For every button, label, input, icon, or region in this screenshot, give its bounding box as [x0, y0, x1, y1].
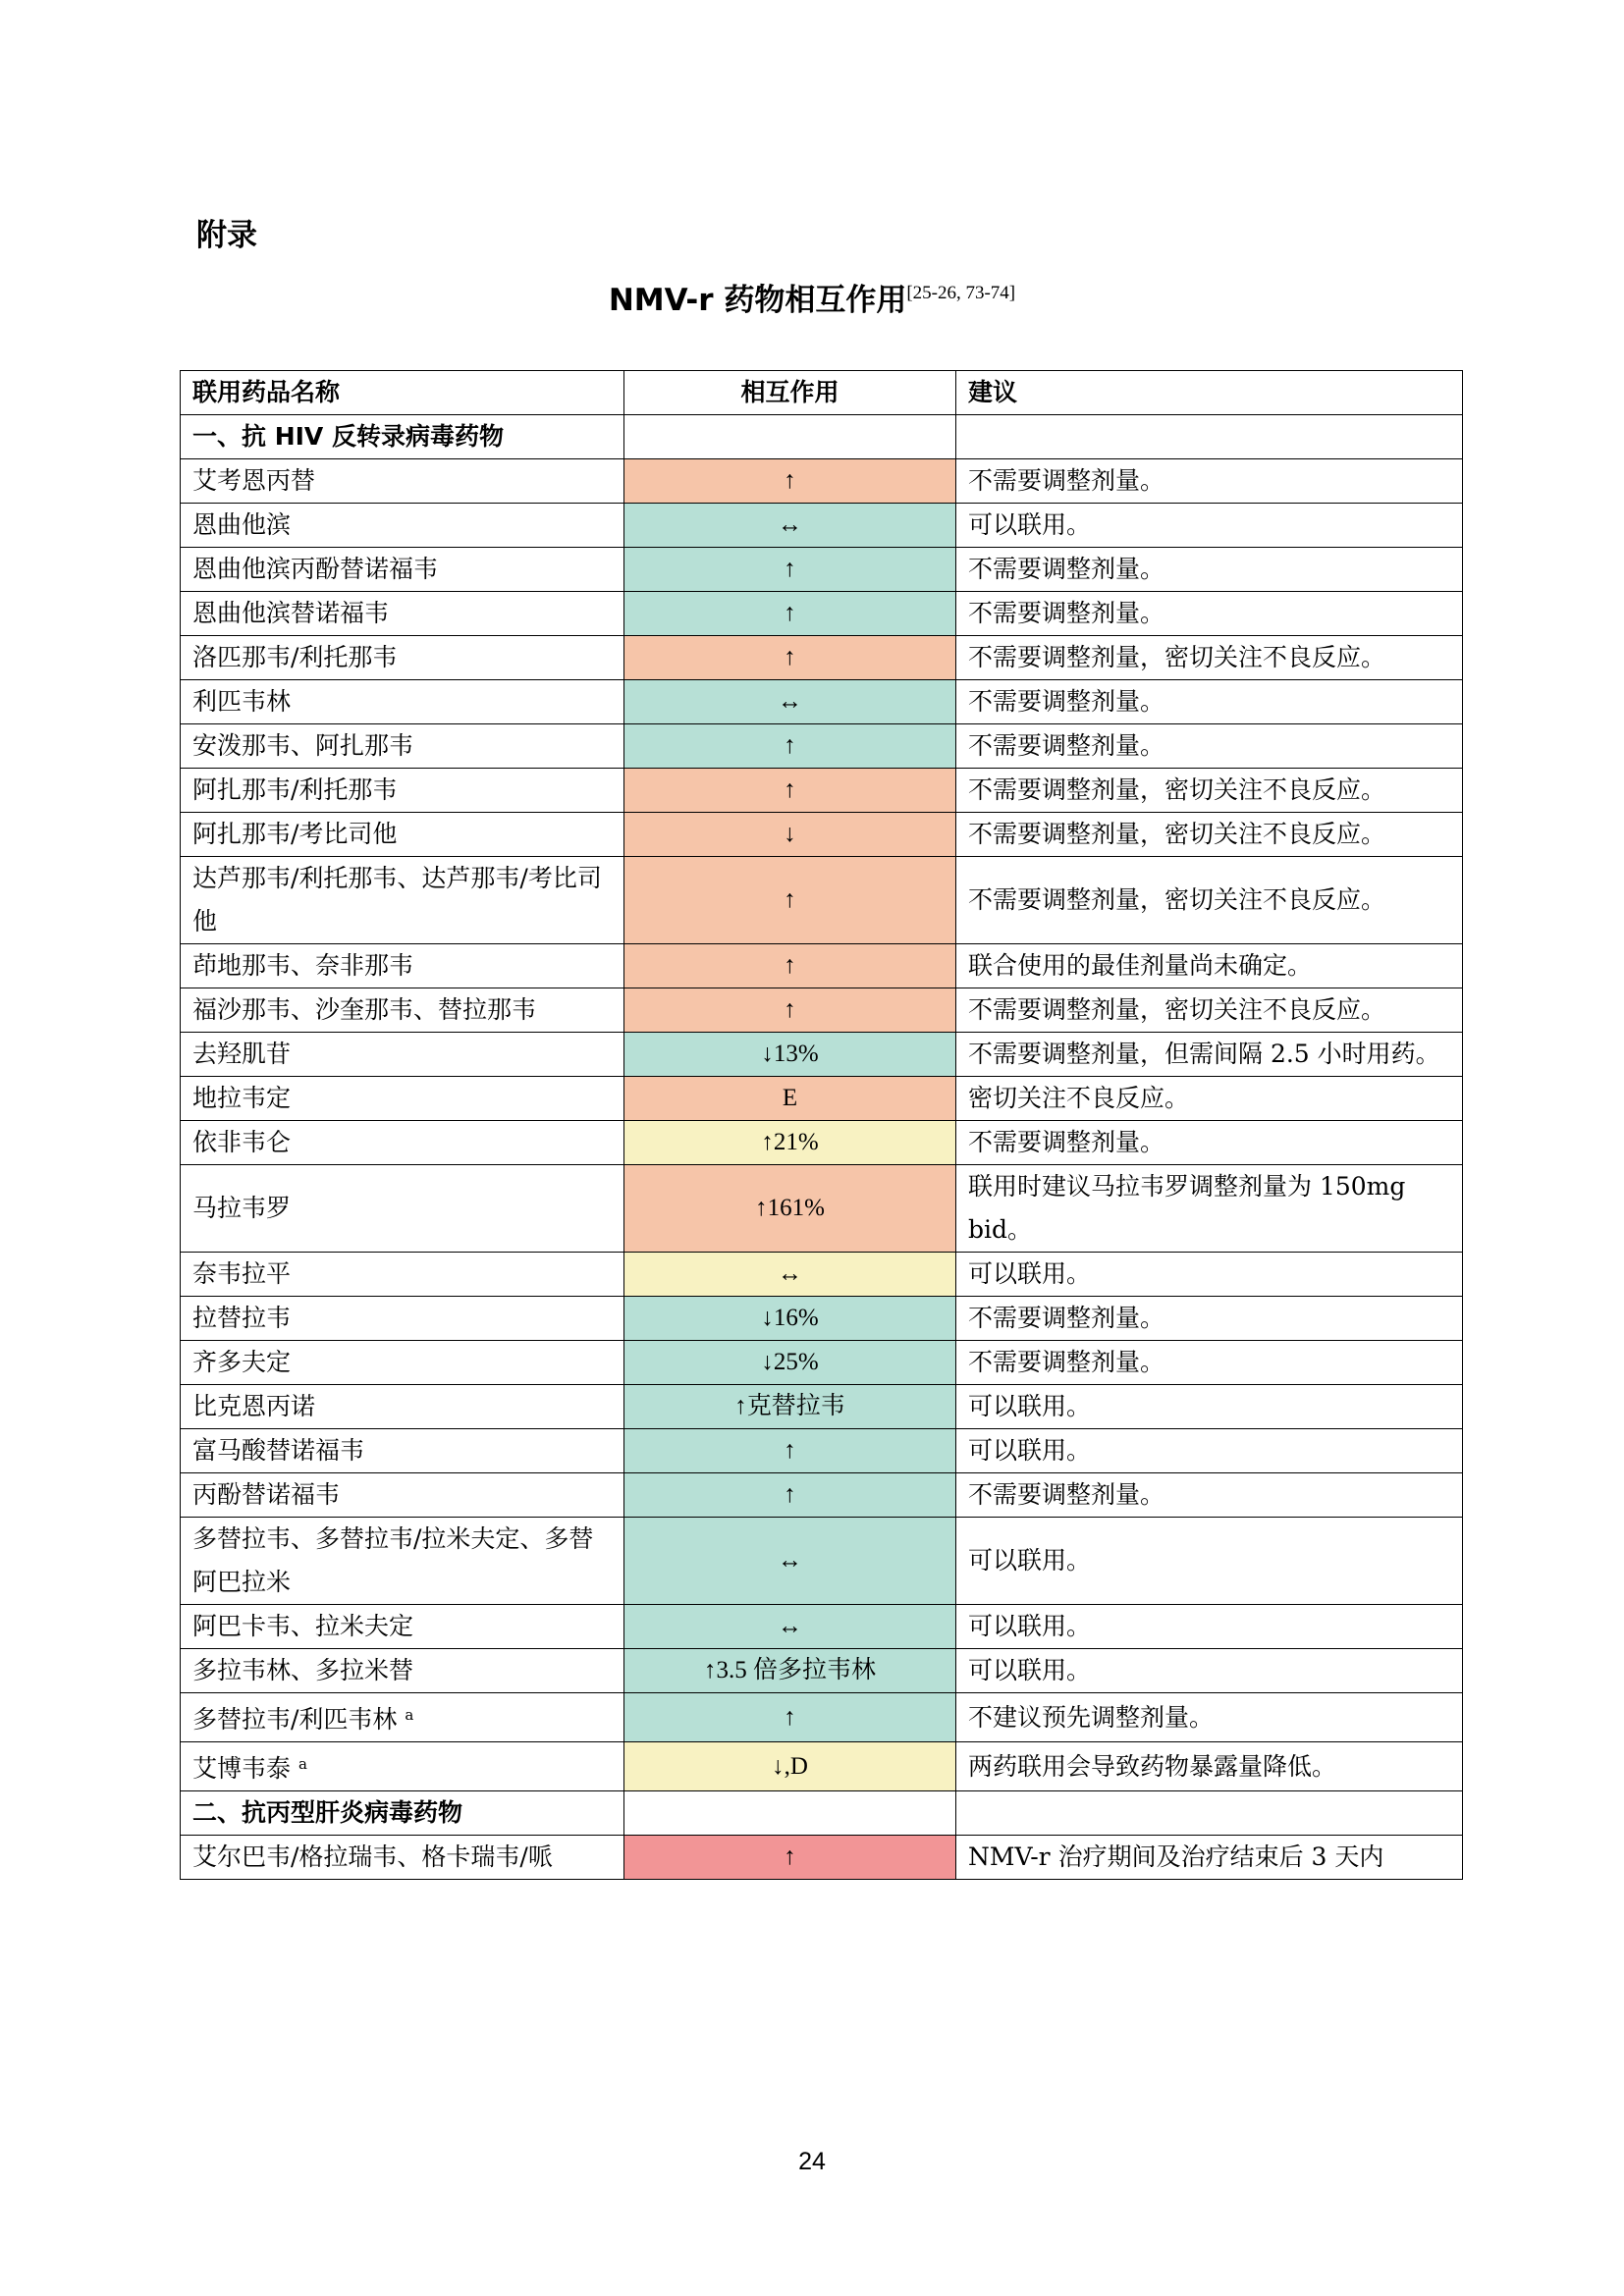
drug-name-cell: [181, 1836, 624, 1880]
table-row: [181, 1077, 1463, 1121]
drug-name-cell: [181, 1253, 624, 1297]
table-row: [181, 1165, 1463, 1253]
interaction-cell: ↔: [624, 680, 956, 724]
table-row: [181, 988, 1463, 1033]
advice-cell: 可以联用。: [956, 1253, 1463, 1297]
drug-name: 比克恩丙诺: [192, 1392, 316, 1420]
advice-cell: 不需要调整剂量。: [956, 724, 1463, 769]
interaction-cell: ↔: [624, 1253, 956, 1297]
table-row: [181, 944, 1463, 988]
advice-cell: 不需要调整剂量。: [956, 680, 1463, 724]
table-row: [181, 1605, 1463, 1649]
table-body: [181, 415, 1463, 1880]
advice-cell: 可以联用。: [956, 1518, 1463, 1605]
interaction-cell: ↑: [624, 1693, 956, 1742]
header-interaction: 相互作用: [624, 371, 956, 415]
interaction-cell: ↑: [624, 459, 956, 504]
drug-name-cell: [181, 769, 624, 813]
interaction-cell: ↑: [624, 988, 956, 1033]
drug-name-cell: [181, 1473, 624, 1518]
table-row: [181, 1385, 1463, 1429]
table-row: [181, 1836, 1463, 1880]
table-row: [181, 680, 1463, 724]
drug-name: 艾尔巴韦/格拉瑞韦、格卡瑞韦/哌: [192, 1842, 553, 1871]
interaction-cell: ↑: [624, 724, 956, 769]
advice-cell: 不需要调整剂量，密切关注不良反应。: [956, 813, 1463, 857]
table-row: [181, 769, 1463, 813]
interaction-cell: ↑: [624, 592, 956, 636]
table-row: [181, 813, 1463, 857]
drug-name: 恩曲他滨丙酚替诺福韦: [192, 555, 439, 583]
table-row: [181, 1341, 1463, 1385]
table-row: [181, 1473, 1463, 1518]
interaction-cell: ↑: [624, 636, 956, 680]
drug-name-cell: [181, 1385, 624, 1429]
interaction-cell: ↑: [624, 944, 956, 988]
drug-name: 阿扎那韦/利托那韦: [192, 775, 398, 804]
footnote-marker: a: [298, 1755, 307, 1773]
table-row: [181, 636, 1463, 680]
drug-name: 艾博韦泰: [192, 1754, 292, 1783]
drug-name: 去羟肌苷: [192, 1040, 292, 1068]
drug-name: 齐多夫定: [192, 1348, 292, 1376]
advice-cell: 不需要调整剂量。: [956, 1297, 1463, 1341]
drug-name-cell: [181, 813, 624, 857]
interaction-cell: [624, 1791, 956, 1836]
advice-cell: [956, 1791, 1463, 1836]
drug-name-cell: [181, 504, 624, 548]
table-row: [181, 724, 1463, 769]
drug-name: 恩曲他滨替诺福韦: [192, 599, 390, 627]
interaction-cell: ↑克替拉韦: [624, 1385, 956, 1429]
section-row: [181, 415, 1463, 459]
drug-name: 奈韦拉平: [192, 1259, 292, 1288]
interaction-cell: ↑: [624, 857, 956, 944]
table-row: [181, 1033, 1463, 1077]
drug-name-cell: [181, 1518, 624, 1605]
advice-cell: 不需要调整剂量，密切关注不良反应。: [956, 857, 1463, 944]
drug-name: 拉替拉韦: [192, 1304, 292, 1332]
advice-cell: 不建议预先调整剂量。: [956, 1693, 1463, 1742]
header-drug-name: 联用药品名称: [181, 371, 624, 415]
interaction-cell: ↑21%: [624, 1121, 956, 1165]
page-number: 24: [798, 2148, 826, 2175]
drug-name: 二、抗丙型肝炎病毒药物: [192, 1798, 463, 1827]
drug-name-cell: [181, 1429, 624, 1473]
interaction-cell: ↑161%: [624, 1165, 956, 1253]
table-row: [181, 504, 1463, 548]
table-row: [181, 459, 1463, 504]
interaction-cell: ↑: [624, 1473, 956, 1518]
interaction-cell: ↑: [624, 1429, 956, 1473]
document-title: [0, 275, 1624, 319]
advice-cell: 不需要调整剂量。: [956, 548, 1463, 592]
table-row: [181, 1649, 1463, 1693]
advice-cell: 可以联用。: [956, 1385, 1463, 1429]
table-row: [181, 1429, 1463, 1473]
drug-name-cell: [181, 857, 624, 944]
drug-name: 安泼那韦、阿扎那韦: [192, 731, 414, 760]
drug-name-cell: [181, 1033, 624, 1077]
drug-name: 一、抗 HIV 反转录病毒药物: [192, 422, 504, 451]
interaction-cell: ↑: [624, 548, 956, 592]
advice-cell: 可以联用。: [956, 504, 1463, 548]
interaction-cell: ↑3.5 倍多拉韦林: [624, 1649, 956, 1693]
drug-name: 恩曲他滨: [192, 510, 292, 539]
table-row: [181, 1253, 1463, 1297]
advice-cell: 不需要调整剂量，密切关注不良反应。: [956, 636, 1463, 680]
drug-name-cell: [181, 988, 624, 1033]
drug-name-cell: [181, 1791, 624, 1836]
drug-name-cell: [181, 1341, 624, 1385]
drug-name-cell: [181, 636, 624, 680]
interaction-cell: ↓13%: [624, 1033, 956, 1077]
interaction-cell: ↓25%: [624, 1341, 956, 1385]
advice-cell: 联用时建议马拉韦罗调整剂量为 150mg bid。: [956, 1165, 1463, 1253]
advice-cell: NMV-r 治疗期间及治疗结束后 3 天内: [956, 1836, 1463, 1880]
drug-name: 阿扎那韦/考比司他: [192, 820, 398, 848]
interaction-cell: ↔: [624, 1605, 956, 1649]
table-row: [181, 1742, 1463, 1791]
interaction-cell: ↓: [624, 813, 956, 857]
drug-name: 地拉韦定: [192, 1084, 292, 1112]
advice-cell: 两药联用会导致药物暴露量降低。: [956, 1742, 1463, 1791]
advice-cell: 不需要调整剂量，但需间隔 2.5 小时用药。: [956, 1033, 1463, 1077]
interaction-table: [180, 370, 1463, 1880]
table-row: [181, 592, 1463, 636]
advice-cell: 不需要调整剂量。: [956, 592, 1463, 636]
interaction-cell: ↔: [624, 504, 956, 548]
interaction-cell: ↓16%: [624, 1297, 956, 1341]
drug-name: 多替拉韦、多替拉韦/拉米夫定、多替阿巴拉米: [192, 1524, 594, 1596]
drug-name-cell: [181, 1165, 624, 1253]
drug-name: 茚地那韦、奈非那韦: [192, 951, 414, 980]
advice-cell: [956, 415, 1463, 459]
advice-cell: 可以联用。: [956, 1649, 1463, 1693]
table-row: [181, 1297, 1463, 1341]
drug-name-cell: [181, 944, 624, 988]
drug-name-cell: [181, 680, 624, 724]
table-row: [181, 1121, 1463, 1165]
advice-cell: 可以联用。: [956, 1429, 1463, 1473]
table-row: [181, 857, 1463, 944]
footnote-marker: a: [405, 1706, 414, 1724]
interaction-cell: E: [624, 1077, 956, 1121]
drug-name-cell: [181, 459, 624, 504]
interaction-cell: ↔: [624, 1518, 956, 1605]
advice-cell: 可以联用。: [956, 1605, 1463, 1649]
header-advice: 建议: [956, 371, 1463, 415]
drug-name-cell: [181, 724, 624, 769]
drug-name: 艾考恩丙替: [192, 466, 316, 495]
drug-name: 福沙那韦、沙奎那韦、替拉那韦: [192, 995, 537, 1024]
table-row: [181, 1693, 1463, 1742]
interaction-cell: ↓,D: [624, 1742, 956, 1791]
drug-name-cell: [181, 1742, 624, 1791]
drug-name-cell: [181, 592, 624, 636]
drug-name-cell: [181, 1693, 624, 1742]
interaction-cell: [624, 415, 956, 459]
drug-name-cell: [181, 548, 624, 592]
advice-cell: 联合使用的最佳剂量尚未确定。: [956, 944, 1463, 988]
table-row: [181, 1518, 1463, 1605]
advice-cell: 不需要调整剂量。: [956, 1121, 1463, 1165]
table-row: [181, 548, 1463, 592]
drug-name-cell: [181, 1077, 624, 1121]
advice-cell: 不需要调整剂量。: [956, 1341, 1463, 1385]
drug-name-cell: [181, 1121, 624, 1165]
advice-cell: 不需要调整剂量，密切关注不良反应。: [956, 988, 1463, 1033]
drug-name: 马拉韦罗: [192, 1194, 292, 1222]
title-references: [25-26, 73-74]: [906, 283, 1016, 303]
drug-name: 依非韦仑: [192, 1128, 292, 1156]
drug-name: 达芦那韦/利托那韦、达芦那韦/考比司他: [192, 864, 602, 935]
appendix-heading: 附录: [196, 218, 257, 253]
drug-name-cell: [181, 1649, 624, 1693]
interaction-cell: ↑: [624, 1836, 956, 1880]
drug-name: 丙酚替诺福韦: [192, 1480, 341, 1509]
advice-cell: 不需要调整剂量。: [956, 1473, 1463, 1518]
drug-name: 富马酸替诺福韦: [192, 1436, 365, 1465]
title-text: NMV-r 药物相互作用: [608, 283, 907, 318]
drug-name: 洛匹那韦/利托那韦: [192, 643, 398, 671]
drug-name: 利匹韦林: [192, 687, 292, 716]
drug-name-cell: [181, 1605, 624, 1649]
advice-cell: 密切关注不良反应。: [956, 1077, 1463, 1121]
drug-name: 多拉韦林、多拉米替: [192, 1656, 414, 1684]
interaction-cell: ↑: [624, 769, 956, 813]
drug-name: 多替拉韦/利匹韦林: [192, 1705, 398, 1734]
drug-name: 阿巴卡韦、拉米夫定: [192, 1612, 414, 1640]
header-row: [181, 371, 1463, 415]
advice-cell: 不需要调整剂量，密切关注不良反应。: [956, 769, 1463, 813]
drug-name-cell: [181, 415, 624, 459]
advice-cell: 不需要调整剂量。: [956, 459, 1463, 504]
section-row: [181, 1791, 1463, 1836]
drug-name-cell: [181, 1297, 624, 1341]
